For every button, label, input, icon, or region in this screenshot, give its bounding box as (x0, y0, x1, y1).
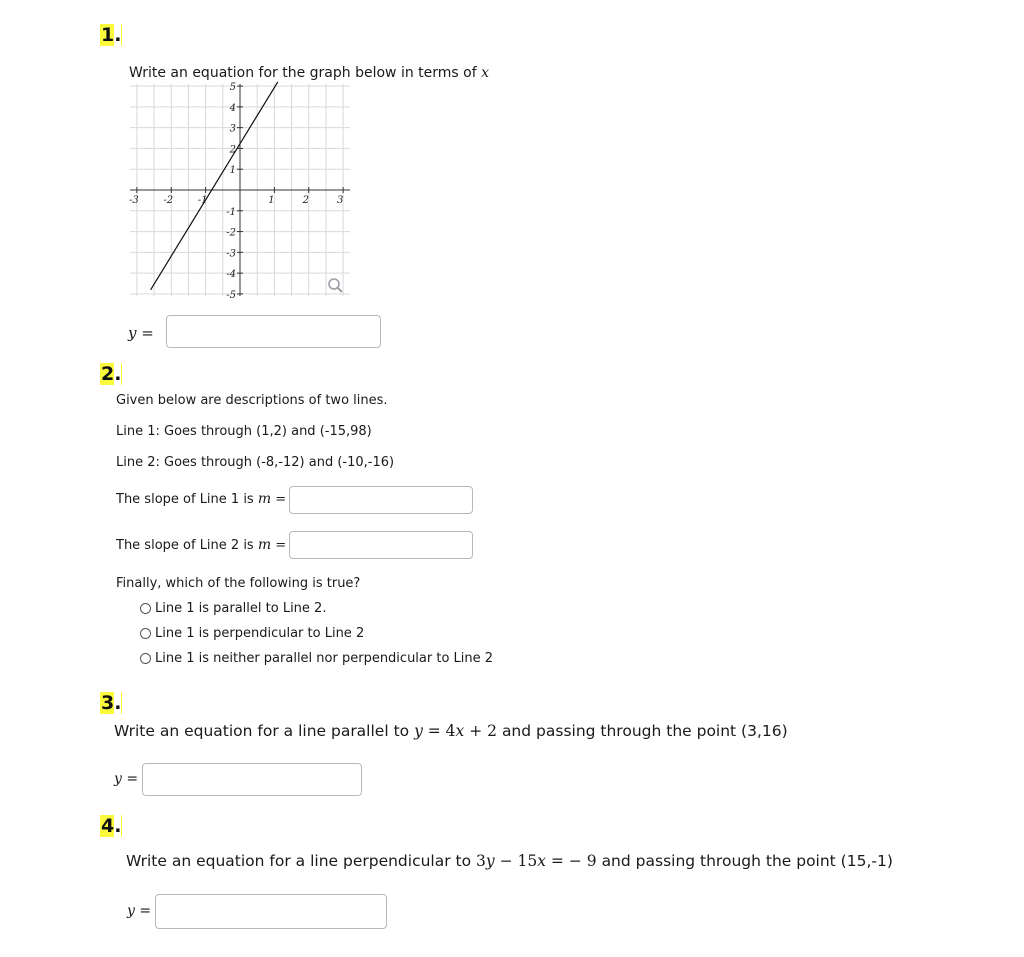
question-4-prompt-before: Write an equation for a line perpendicular to (126, 852, 472, 870)
answer-label-y: y (114, 771, 122, 787)
slope-2-m-var: m (257, 537, 272, 553)
option-parallel[interactable] (140, 601, 326, 616)
question-4-prompt (126, 852, 893, 870)
graph-axes (130, 84, 350, 296)
answer-label-equals: = (141, 324, 154, 342)
x-tick-label: 2 (302, 195, 309, 206)
magnifier-icon[interactable] (329, 279, 342, 292)
answer-label-y: y (128, 324, 137, 342)
answer-label-y: y (127, 903, 135, 919)
question-3-answer-label (114, 771, 138, 787)
question-3-eq-mid: = 4 (422, 722, 456, 740)
question-2-line-1-description: Line 1: Goes through (1,2) and (-15,98) (116, 424, 372, 439)
question-2-number: 2. (101, 363, 122, 385)
question-3-prompt (114, 722, 788, 740)
question-1-answer-input[interactable] (166, 315, 381, 348)
question-4-eq-y: y (485, 852, 495, 870)
question-2-slope-2-label (116, 537, 286, 554)
slope-1-text: The slope of Line 1 is (116, 492, 254, 507)
question-4-eq-c: = − 9 (546, 852, 597, 870)
slope-2-equals: = (275, 538, 287, 553)
y-tick-label: -1 (226, 206, 236, 218)
question-4-number: 4. (101, 815, 122, 837)
question-3-prompt-before: Write an equation for a line parallel to (114, 722, 410, 740)
question-2-slope-1-input[interactable] (289, 486, 473, 514)
question-2-slope-1-label (116, 491, 286, 508)
question-4-eq-x: x (537, 852, 546, 870)
graph-line (151, 82, 278, 290)
x-tick-label: -2 (163, 195, 174, 206)
question-2-question: Finally, which of the following is true? (116, 576, 361, 591)
x-tick-label: -1 (197, 195, 208, 206)
question-3-number: 3. (101, 692, 122, 714)
radio-parallel[interactable] (140, 603, 151, 614)
y-tick-label: 3 (229, 123, 236, 135)
question-2-line-2-description: Line 2: Goes through (-8,-12) and (-10,-16) (116, 455, 395, 470)
y-tick-label: 4 (229, 102, 236, 114)
option-neither[interactable] (140, 651, 493, 666)
question-4-prompt-after: and passing through the point (15,-1) (601, 852, 893, 870)
question-3-eq-y: y (414, 722, 423, 740)
question-1-graph (124, 80, 356, 302)
question-4-answer-label (127, 903, 151, 919)
option-neither-label: Line 1 is neither parallel nor perpendicular to Line 2 (155, 651, 494, 666)
radio-neither[interactable] (140, 653, 151, 664)
y-tick-label: 2 (229, 144, 236, 156)
x-tick-label: -3 (129, 195, 139, 206)
x-tick-label: 1 (268, 195, 275, 206)
y-tick-label: -3 (226, 248, 236, 260)
question-2-intro: Given below are descriptions of two lines. (116, 393, 388, 408)
question-3-eq-end: + 2 (464, 722, 497, 740)
question-3-eq-x: x (455, 722, 465, 740)
graph-tick-labels (129, 82, 343, 301)
question-4-answer-input[interactable] (155, 894, 387, 929)
question-4-eq-a: 3 (476, 852, 486, 870)
question-2-slope-2-input[interactable] (289, 531, 473, 559)
question-1-prompt-text: Write an equation for the graph below in terms of (129, 65, 477, 81)
question-1-answer-label (128, 325, 154, 341)
answer-label-equals: = (126, 771, 139, 787)
x-tick-label: 3 (336, 195, 344, 206)
question-3-prompt-after: and passing through the point (3,16) (501, 722, 788, 740)
answer-label-equals: = (139, 903, 152, 919)
question-1-prompt-var: x (481, 65, 490, 81)
question-1-prompt (129, 65, 489, 81)
y-tick-label: 5 (229, 82, 236, 94)
option-parallel-label: Line 1 is parallel to Line 2. (155, 601, 327, 616)
slope-1-m-var: m (257, 491, 272, 507)
question-3-answer-input[interactable] (142, 763, 362, 796)
question-4-eq-b: − 15 (494, 852, 538, 870)
y-tick-label: -2 (226, 227, 236, 239)
y-tick-label: 1 (229, 165, 236, 177)
option-perpendicular[interactable] (140, 626, 364, 641)
slope-2-text: The slope of Line 2 is (116, 538, 254, 553)
y-tick-label: -5 (226, 289, 236, 301)
y-tick-label: -4 (226, 269, 236, 281)
radio-perpendicular[interactable] (140, 628, 151, 639)
slope-1-equals: = (275, 492, 287, 507)
option-perpendicular-label: Line 1 is perpendicular to Line 2 (155, 626, 365, 641)
question-1-number: 1. (101, 24, 122, 46)
